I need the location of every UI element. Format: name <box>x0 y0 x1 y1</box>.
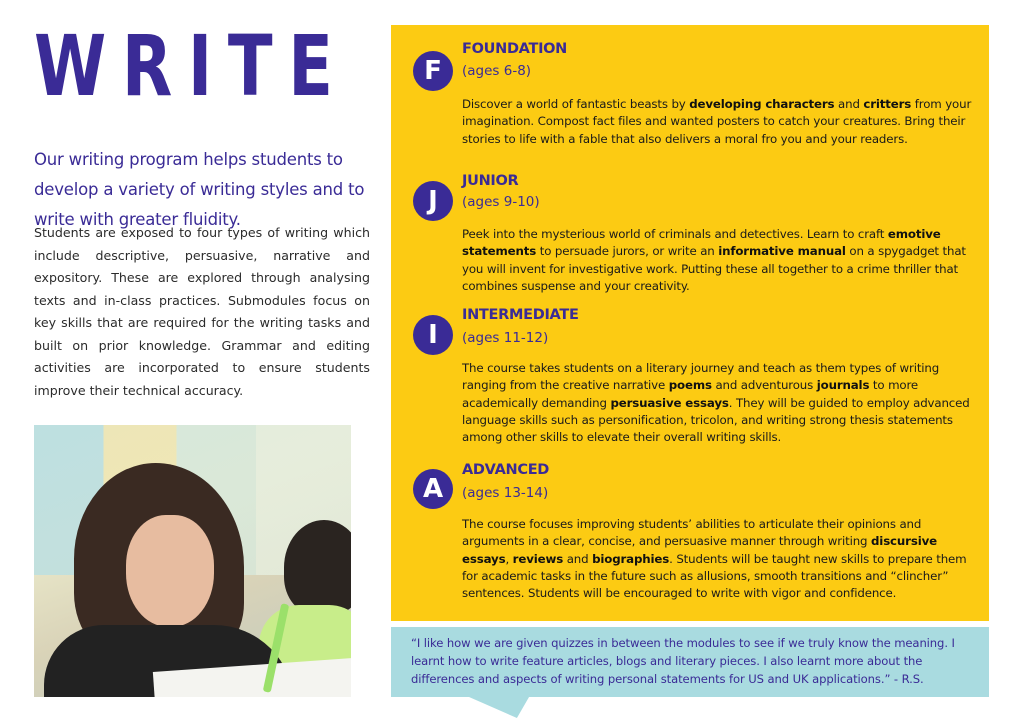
testimonial-quote: “I like how we are given quizzes in between the modules to see if we truly know the meaning. I learnt how to write feature articles, blogs and literary pieces. I also learnt more about the differences and aspects of writing personal statements for US and UK applications.” - R.S. <box>411 636 955 687</box>
highlighted-skill: reviews <box>512 551 564 566</box>
highlighted-skill: poems <box>668 378 712 393</box>
level-badge-a: A <box>413 469 453 509</box>
level-name: ADVANCED <box>462 462 550 478</box>
level-description <box>462 226 974 295</box>
highlighted-skill: critters <box>863 97 912 111</box>
highlighted-skill: discursive essays <box>462 534 937 566</box>
description-text: and <box>563 551 593 566</box>
level-badge-f: F <box>413 51 453 91</box>
student-writing-photo <box>34 425 351 697</box>
level-age: (ages 6-8) <box>462 63 532 79</box>
description-text: . Students will be taught new skills to prepare them for academic tasks in the future such as allusions, smooth transitions and “clincher” sentences. Students will be encouraged to write with vigor and confidence. <box>462 551 967 601</box>
description-text: to more academically demanding <box>462 378 919 410</box>
level-description <box>462 96 974 148</box>
description-text: Peek into the mysterious world of criminals and detectives. Learn to craft <box>462 227 888 241</box>
level-age: (ages 9-10) <box>462 194 540 210</box>
description-text: on a spygadget that you will invent for investigative work. Putting these all together to a crime thriller that combines suspense and your creativity. <box>462 244 966 293</box>
highlighted-skill: persuasive essays <box>610 395 729 410</box>
highlighted-skill: informative manual <box>718 244 846 259</box>
description-text: The course takes students on a literary journey and teach as them types of writing ranging from the creative narrative <box>462 361 940 393</box>
level-description <box>462 360 974 446</box>
description-text: , <box>505 551 513 566</box>
description-text: The course focuses improving students’ abilities to articulate their opinions and arguments in a clear, concise, and persuasive manner through writing <box>462 517 922 549</box>
description-text: and <box>834 97 864 111</box>
description-text: Discover a world of fantastic beasts by <box>462 97 690 111</box>
level-age: (ages 13-14) <box>462 485 549 501</box>
description-text: from your imagination. Compost fact files and wanted posters to catch your creatures. Bring their stories to life with a fable that also delivers a moral fro you and your readers. <box>462 97 972 146</box>
level-name: FOUNDATION <box>462 41 568 57</box>
testimonial-box <box>391 627 989 697</box>
highlighted-skill: emotive statements <box>462 227 941 259</box>
description-text: . They will be guided to employ advanced language skills such as personification, tricolon, and writing strong thesis statements among other skills to elevate their overall writing skills. <box>462 395 970 445</box>
highlighted-skill: journals <box>816 378 870 393</box>
levels-panel <box>391 25 989 621</box>
description-text: and adventurous <box>711 378 817 393</box>
description-text: to persuade jurors, or write an <box>536 244 719 259</box>
intro-statement: Our writing program helps students to develop a variety of writing styles and to write with greater fluidity. <box>34 150 365 229</box>
level-name: JUNIOR <box>462 173 519 189</box>
level-description <box>462 516 974 602</box>
level-badge-j: J <box>413 181 453 221</box>
highlighted-skill: developing characters <box>689 97 835 111</box>
level-name: INTERMEDIATE <box>462 307 579 323</box>
program-description: Students are exposed to four types of writing which include descriptive, persuasive, narrative and expository. These are explored through analysing texts and in-class practices. Submodules focus on key skills that are required for the writing tasks and built on prior knowledge. Grammar and editing activities are incorporated to ensure students improve their technical accuracy. <box>34 225 370 398</box>
level-badge-i: I <box>413 315 453 355</box>
level-age: (ages 11-12) <box>462 330 549 346</box>
highlighted-skill: biographies <box>592 551 670 566</box>
page-title: WRITE <box>34 17 349 115</box>
